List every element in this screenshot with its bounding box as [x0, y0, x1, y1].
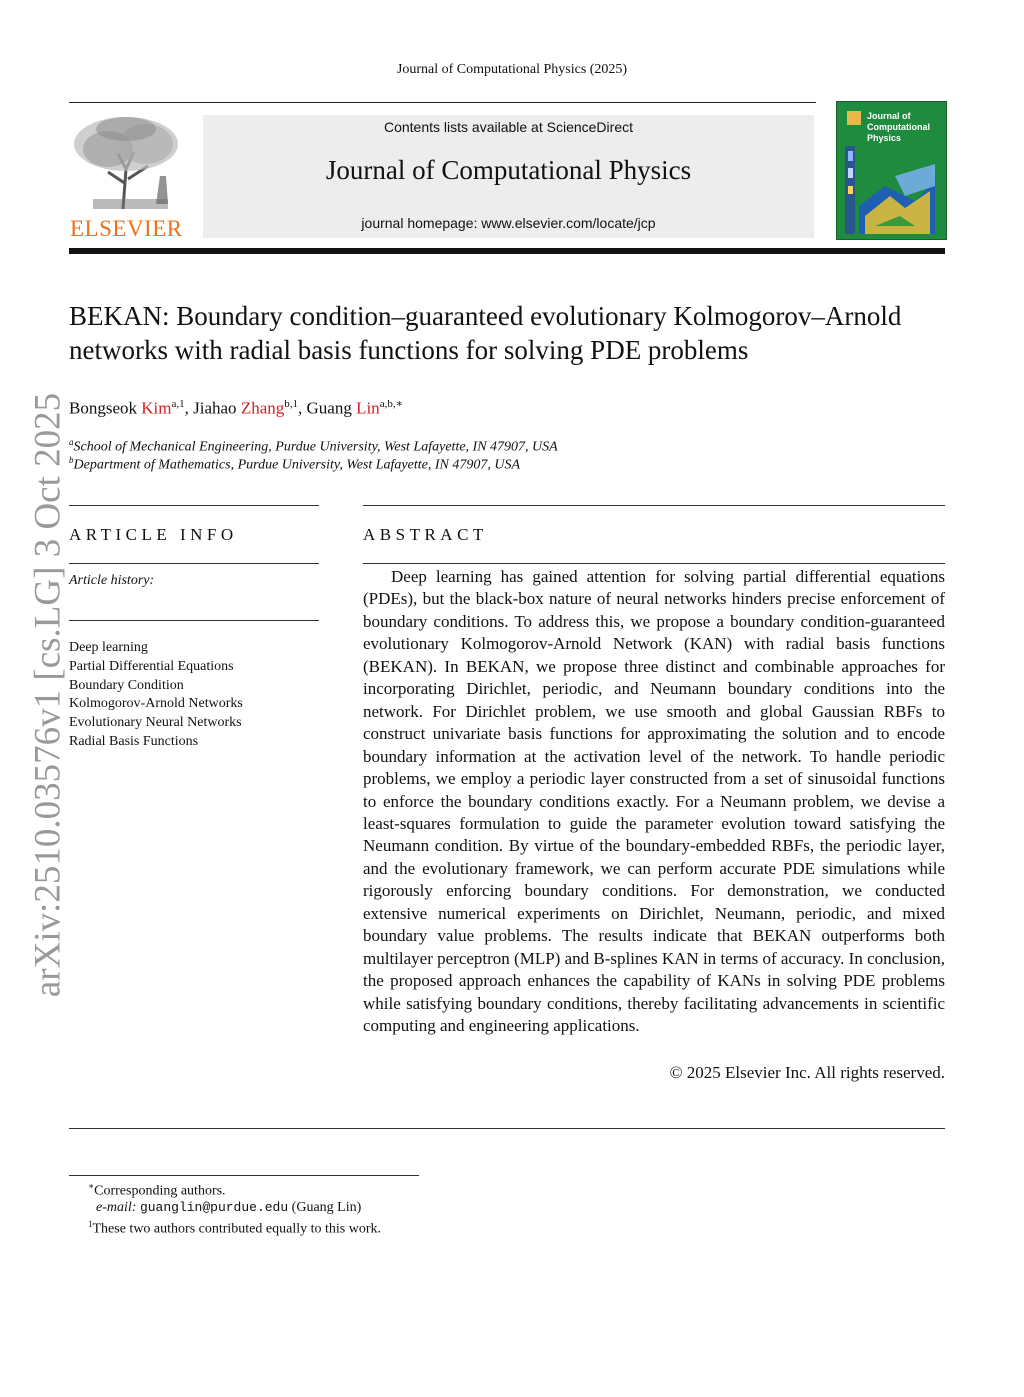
divider [363, 563, 945, 564]
divider [69, 1128, 945, 1129]
cover-figure [845, 146, 939, 234]
footnote-email: e-mail: guanglin@purdue.edu (Guang Lin) [96, 1200, 362, 1215]
footnote-equal-contribution: $^1$These two authors contributed equally to this work. [88, 1219, 381, 1237]
journal-cover-image [836, 101, 947, 240]
keyword: Radial Basis Functions [69, 733, 199, 749]
keyword: Evolutionary Neural Networks [69, 715, 242, 731]
header-rule [69, 102, 816, 103]
contents-available-text: Contents lists available at ScienceDirect [383, 119, 633, 135]
keyword: Boundary Condition [69, 677, 184, 693]
cover-logo-icon [847, 111, 861, 125]
keyword-list [69, 639, 319, 752]
author-link[interactable]: Kim [141, 398, 172, 418]
copyright-notice: © 2025 Elsevier Inc. All rights reserved. [669, 1063, 945, 1082]
running-head: Journal of Computational Physics (2025) [396, 62, 628, 77]
cover-title: Journal of Computational Physics [867, 111, 930, 143]
header-thick-rule [69, 248, 945, 254]
author-list: Bongseok Kim$^{a,1}$, Jiahao Zhang$^{b,1}$, Guang Lin$^{a,b,∗}$ [69, 398, 404, 418]
affiliation: $^a$School of Mechanical Engineering, Purdue University, West Lafayette, IN 47907, USA [69, 437, 558, 455]
divider [69, 620, 319, 621]
keyword: Deep learning [69, 640, 148, 655]
footnote-rule [69, 1175, 419, 1176]
email-link[interactable]: guanglin@purdue.edu [139, 1200, 289, 1215]
keyword: Kolmogorov-Arnold Networks [69, 696, 243, 712]
article-info-heading: ARTICLE INFO [69, 525, 238, 544]
article-history-label: Article history: [69, 573, 155, 588]
abstract-heading: ABSTRACT [363, 525, 488, 544]
author-link[interactable]: Lin [356, 398, 380, 418]
divider [69, 563, 319, 564]
divider [363, 505, 945, 506]
elsevier-wordmark: ELSEVIER [70, 216, 183, 241]
arxiv-stamp: arXiv:2510.03576v1 [cs.LG] 3 Oct 2025 [27, 392, 69, 998]
journal-homepage[interactable]: journal homepage: www.elsevier.com/locate/jcp [361, 215, 656, 231]
keyword: Partial Differential Equations [69, 658, 234, 674]
footnote-corresponding: ∗Corresponding authors. [88, 1181, 226, 1199]
author-link[interactable]: Zhang [240, 398, 285, 418]
abstract-text: Deep learning has gained attention for solving partial differential equations (PDEs), but the black-box nature of neural networks hinders precise enforcement of boundary conditions. To address this, we propose a boundary condition-guaranteed evolutionary Kolmogorov-Arnold Network (KAN) with radial basis functions (BEKAN). In BEKAN, we propose three distinct and combinable approaches for incorporating Dirichlet, periodic, and Neumann boundary conditions into the network. For Dirichlet problem, we use smooth and global Gaussian RBFs to construct univariate basis functions for approximating the solution and to encode boundary information at the activation level of the network. To handle periodic problems, we employ a periodic layer constructed from a set of sinusoidal functions to enforce the boundary conditions exactly. For a Neumann problem, we devise a least-squares formulation to guide the parameter evolution toward satisfying the Neumann condition. By virtue of the boundary-embedded RBFs, the periodic layer, and the evolutionary framework, we can perform accurate PDE simulations while rigorously enforcing boundary conditions. For demonstration, we conducted extensive numerical experiments on Dirichlet, Neumann, periodic, and mixed boundary value problems. The results indicate that BEKAN outperforms both multilayer perceptron (MLP) and B-splines KAN in terms of accuracy. In conclusion, the proposed approach enhances the capability of KANs in solving PDE problems while satisfying boundary conditions, thereby facilitating advancements in scientific computing and engineering applications. [363, 567, 945, 1036]
divider [69, 505, 319, 506]
journal-banner [203, 115, 814, 238]
affiliation: $^b$Department of Mathematics, Purdue University, West Lafayette, IN 47907, USA [69, 455, 521, 473]
paper-title: BEKAN: Boundary condition–guaranteed evolutionary Kolmogorov–Arnold networks with radial basis functions for solving PDE problems [69, 301, 902, 365]
journal-name: Journal of Computational Physics [325, 155, 692, 185]
